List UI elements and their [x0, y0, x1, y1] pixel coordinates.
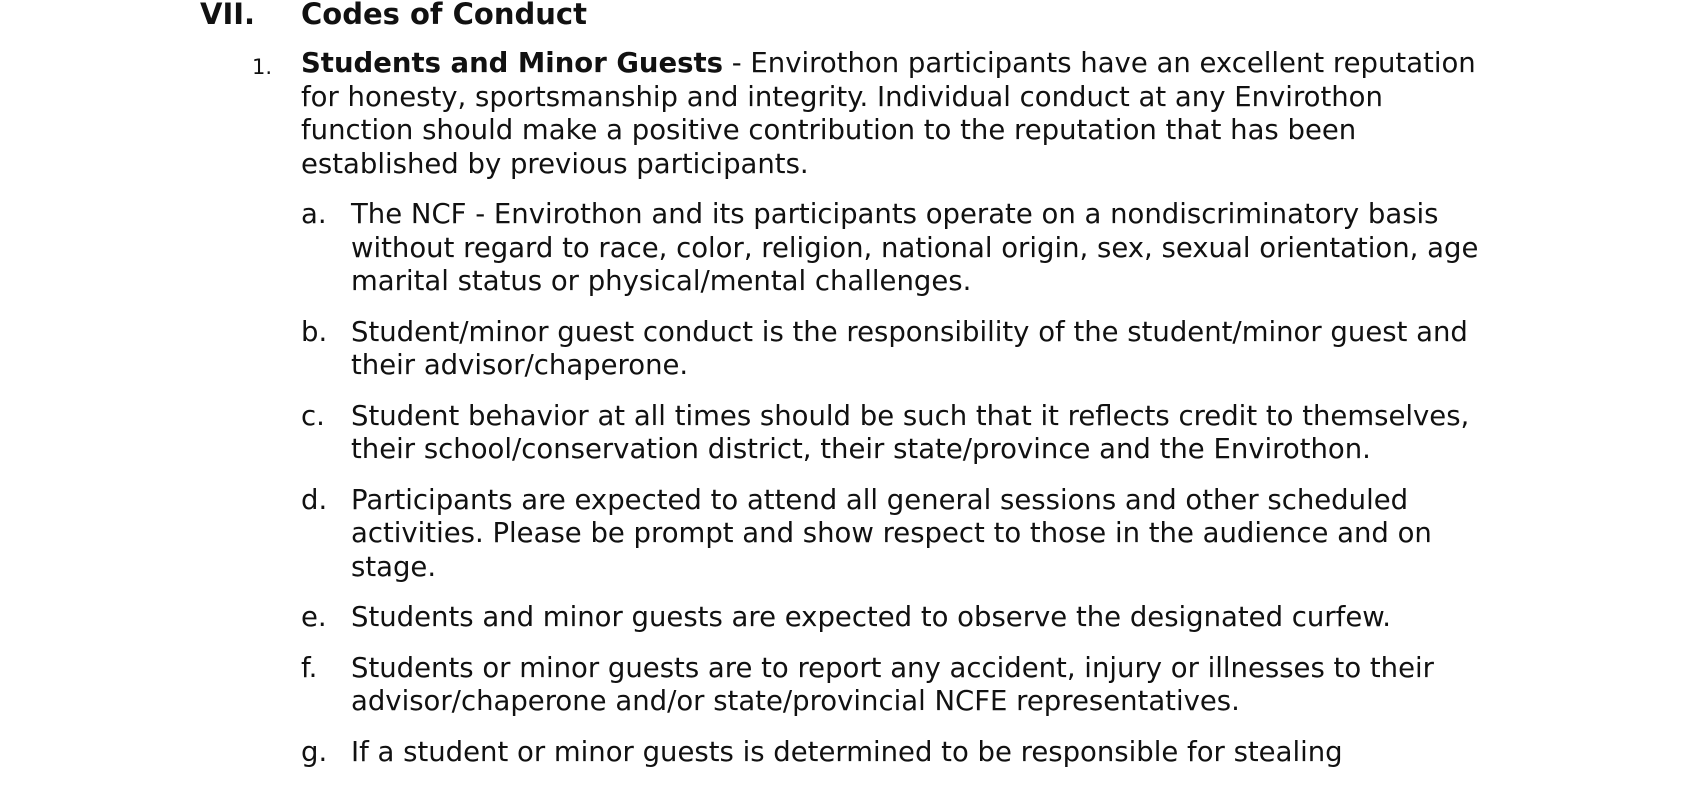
list-item-text: Student behavior at all times should be such that it reflects credit to themselves, their school/conservation district, their state/province and the Envirothon.: [351, 399, 1470, 465]
list-item-f: [301, 652, 1501, 719]
list-item-text: Student/minor guest conduct is the responsibility of the student/minor guest and their advisor/chaperone.: [351, 315, 1468, 381]
section-number: VII.: [200, 0, 256, 31]
list-item-text: Students and minor guests are expected to observe the designated curfew.: [351, 601, 1391, 633]
list-letter: a.: [301, 198, 327, 230]
section-heading: [200, 0, 587, 32]
item-number: 1.: [252, 55, 273, 79]
list-letter: c.: [301, 399, 325, 432]
list-item-text: Students or minor guests are to report any accident, injury or illnesses to their advisor/chaperone and/or state/provincial NCFE representatives.: [351, 651, 1434, 717]
list-letter: g.: [301, 735, 328, 768]
list-item-e: [301, 601, 1501, 635]
list-item-d: [301, 484, 1501, 585]
list-letter: b.: [301, 315, 328, 348]
lettered-list: [301, 198, 1501, 786]
list-letter: e.: [301, 601, 327, 633]
list-item-text: The NCF - Envirothon and its participants operate on a nondiscriminatory basis without regard to race, color, religion, national origin, sex, sexual orientation, age marital status or physical/mental challenges.: [351, 198, 1479, 297]
list-item-text: Participants are expected to attend all general sessions and other scheduled activities. Please be prompt and show respect to those in the audience and on stage.: [351, 483, 1432, 583]
list-item-a: [301, 198, 1501, 299]
list-letter: d.: [301, 483, 328, 516]
list-item-text: If a student or minor guests is determined to be responsible for stealing: [351, 735, 1343, 768]
item-body: [301, 47, 1502, 181]
section-title: Codes of Conduct: [301, 0, 587, 31]
list-letter: f.: [301, 651, 318, 684]
list-item-c: [301, 400, 1501, 467]
list-item-b: [301, 316, 1501, 383]
list-item-g: [301, 736, 1501, 770]
item-lead-text: Students and Minor Guests: [301, 47, 724, 79]
numbered-item-1: [252, 47, 1502, 181]
item-text: - Envirothon participants have an excellent reputation for honesty, sportsmanship and integrity. Individual conduct at any Envirothon function should make a positive contribution to the reputation that has been established by previous participants.: [301, 47, 1476, 180]
